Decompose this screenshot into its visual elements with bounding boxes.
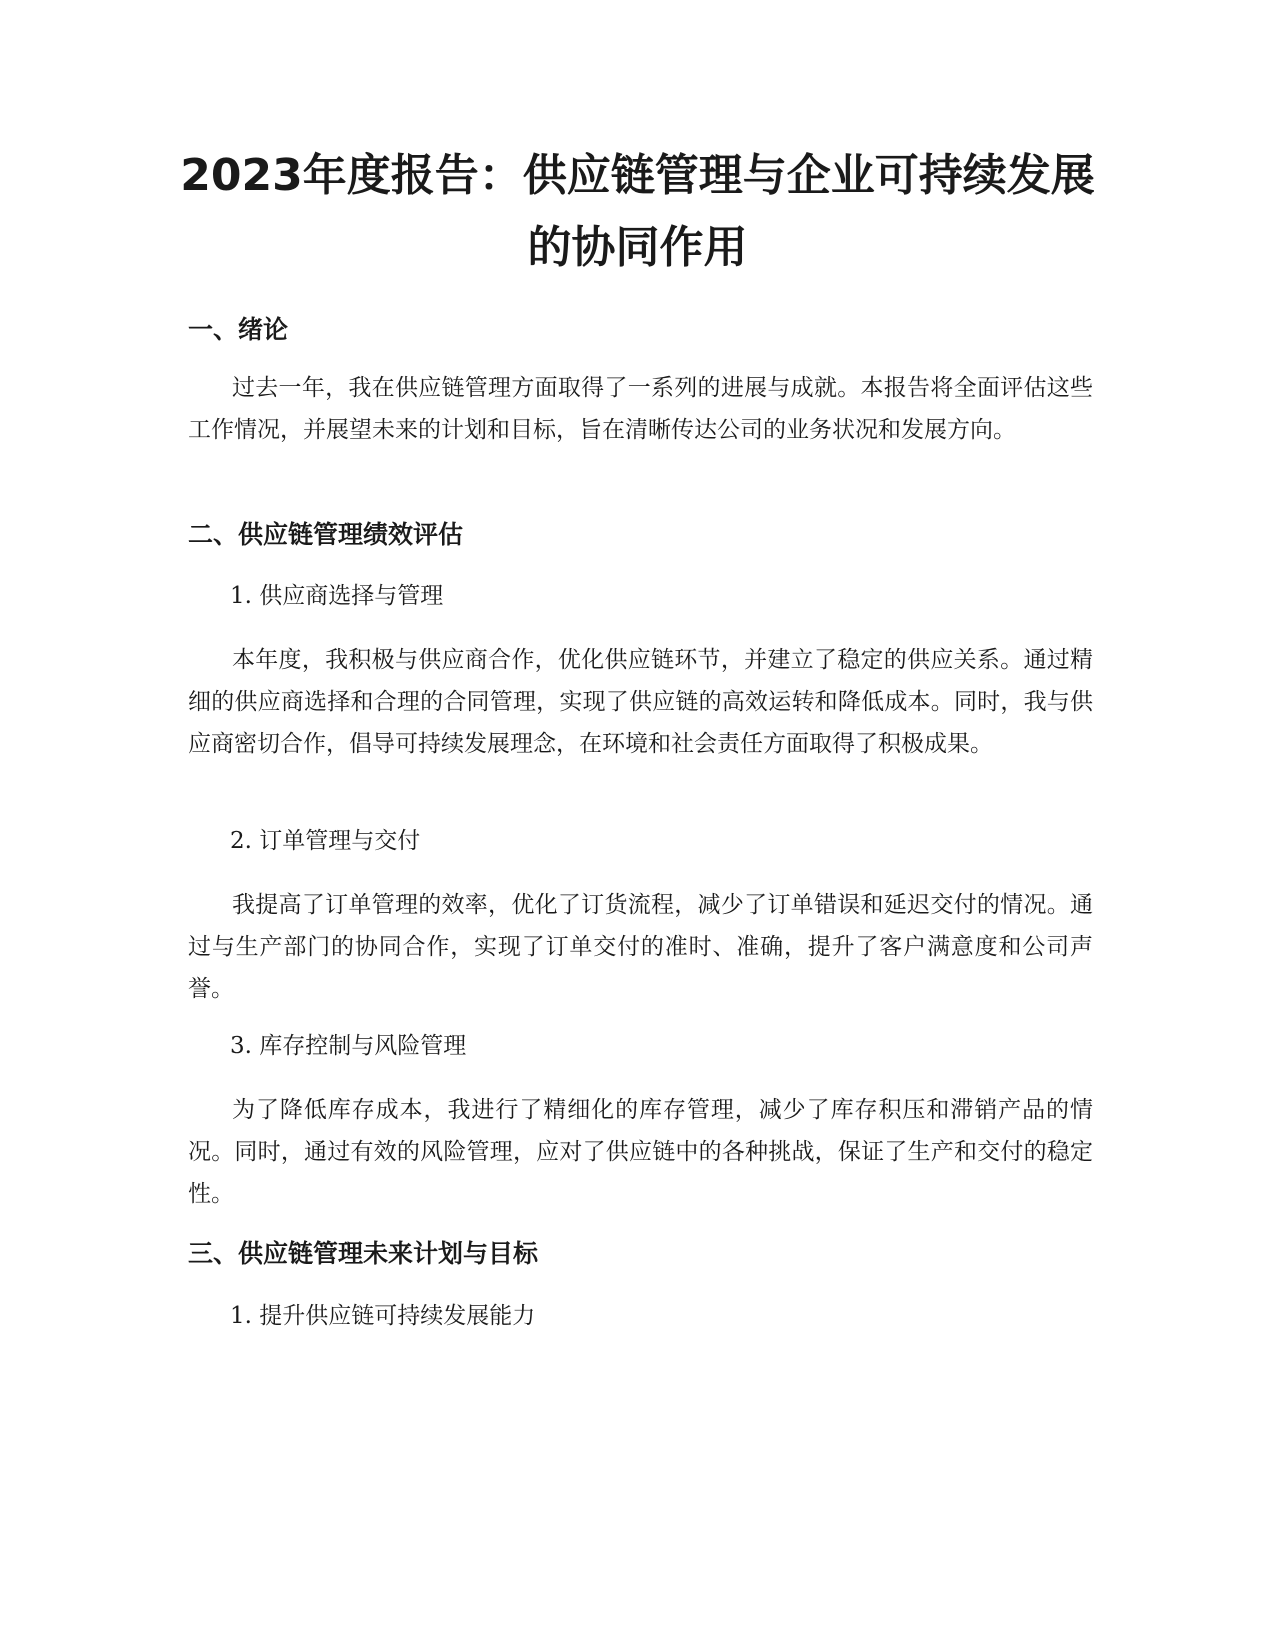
subsection-sustainability-label: 1. 提升供应链可持续发展能力 [230, 1303, 536, 1329]
order-paragraph: 我提高了订单管理的效率，优化了订货流程，减少了订单错误和延迟交付的情况。通过与生产部门的协同合作，实现了订单交付的准时、准确，提升了客户满意度和公司声誉。 [188, 892, 1093, 1002]
section-heading-performance: 二、供应链管理绩效评估 [188, 520, 464, 549]
subsection-supplier-label: 1. 供应商选择与管理 [230, 583, 444, 609]
introduction-paragraph: 过去一年，我在供应链管理方面取得了一系列的进展与成就。本报告将全面评估这些工作情况，并展望未来的计划和目标，旨在清晰传达公司的业务状况和发展方向。 [188, 375, 1093, 443]
supplier-paragraph: 本年度，我积极与供应商合作，优化供应链环节，并建立了稳定的供应关系。通过精细的供应商选择和合理的合同管理，实现了供应链的高效运转和降低成本。同时，我与供应商密切合作，倡导可持续发展理念，在环境和社会责任方面取得了积极成果。 [188, 647, 1093, 757]
section-heading-introduction: 一、绪论 [188, 315, 289, 344]
subsection-inventory-label: 3. 库存控制与风险管理 [230, 1033, 467, 1059]
document-title: 2023年度报告：供应链管理与企业可持续发展的协同作用 [180, 150, 1095, 273]
subsection-order-label: 2. 订单管理与交付 [230, 828, 421, 854]
section-heading-future-plans: 三、供应链管理未来计划与目标 [188, 1239, 539, 1268]
inventory-paragraph: 为了降低库存成本，我进行了精细化的库存管理，减少了库存积压和滞销产品的情况。同时，通过有效的风险管理，应对了供应链中的各种挑战，保证了生产和交付的稳定性。 [188, 1097, 1093, 1207]
